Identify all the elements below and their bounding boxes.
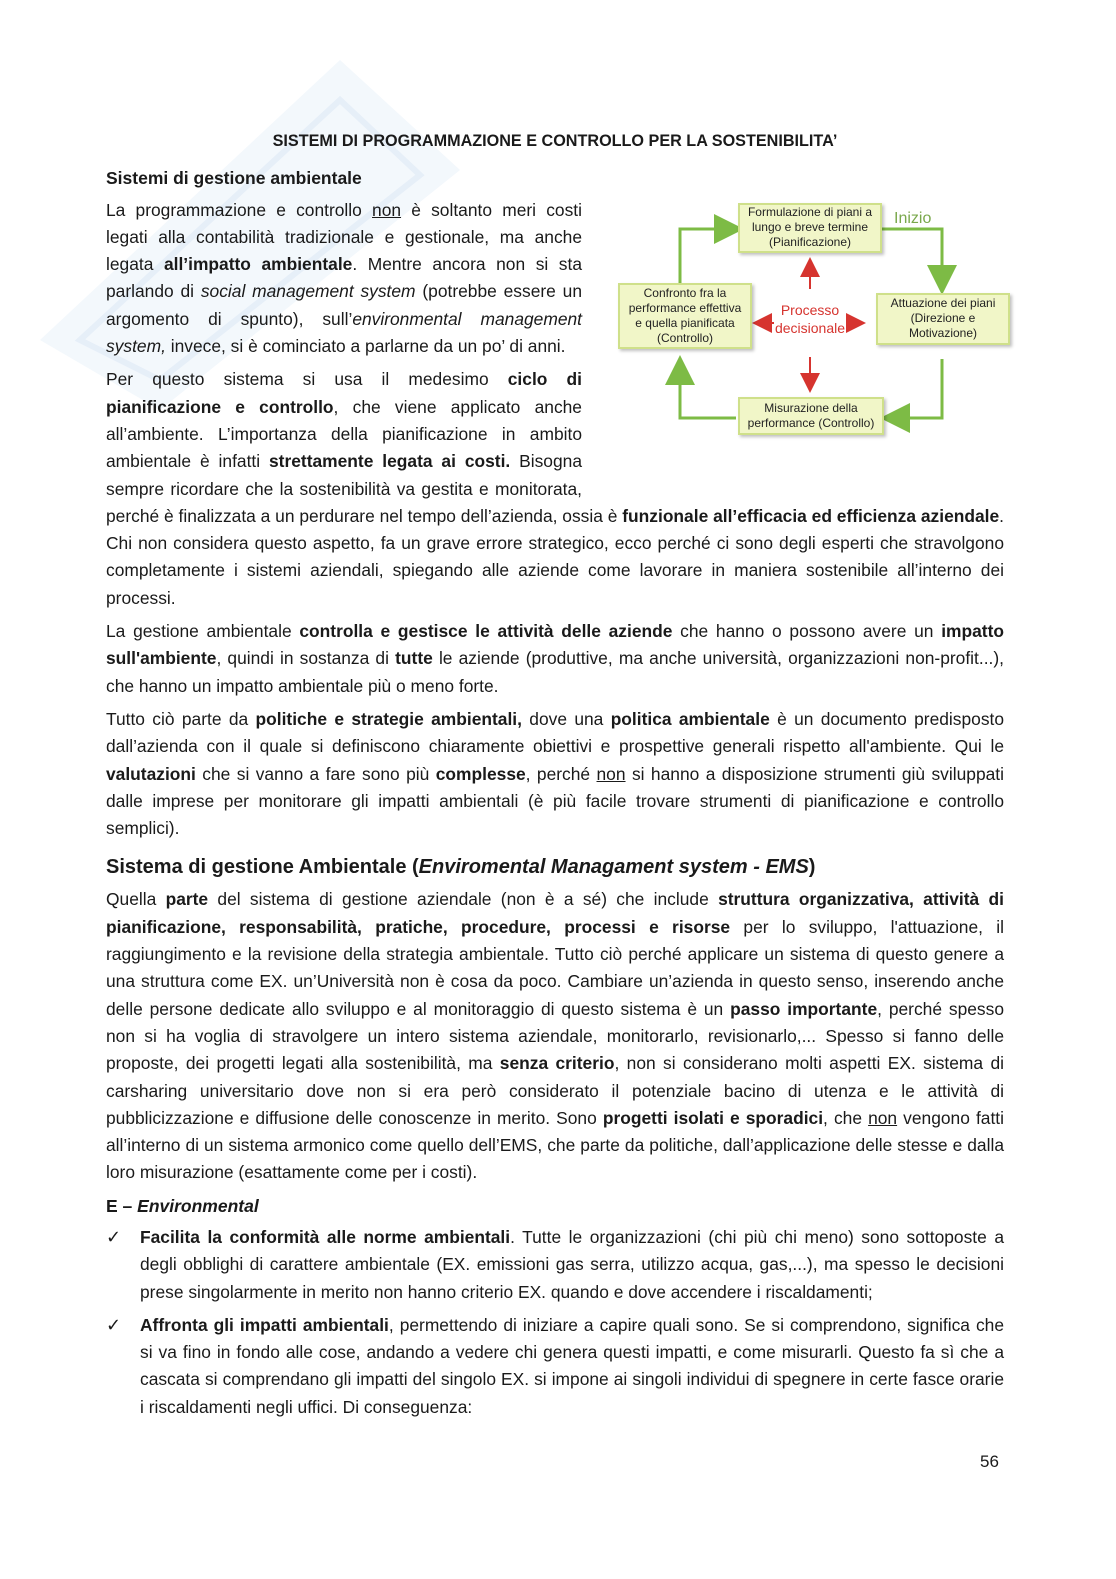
diagram-box-execution: Attuazione dei piani (Direzione e Motivazione) — [876, 293, 1010, 345]
paragraph-intro: La programmazione e controllo non è soltanto meri costi legati alla contabilità tradizionale e gestionale, ma anche legata all’impatto ambientale. Mentre ancora non si sta parlando di social management system (potrebbe essere un argomento di spunto), sull’environmental management system, invece, si è cominciato a parlarne da un po’ di anni. — [106, 199, 583, 357]
environmental-list — [106, 1224, 1004, 1421]
ems-heading: Sistema di gestione Ambientale (Enviromental Managament system - EMS) — [106, 856, 816, 879]
page-title: SISTEMI DI PROGRAMMAZIONE E CONTROLLO PER LA SOSTENIBILITA’ — [272, 132, 838, 150]
paragraph-cycle: Per questo sistema si usa il medesimo ciclo di pianificazione e controllo, che viene applicato anche all’ambiente. L’importanza della pianificazione in ambito ambientale è infatti strettamente legata ai costi. Bisogna sempre ricordare che la sostenibilità va gestita e monitorata, perché è finalizzata a un perdurare nel tempo dell’azienda, ossia è funzionale all’efficacia ed efficienza aziendale. Chi non considera questo aspetto, fa un grave errore strategico, ecco perché ci sono degli esperti che stravolgono completamente i sistemi aziendali, spiegando alle aziende come lavorare in maniera sostenibile all’interno dei processi. — [106, 369, 1005, 608]
list-item: ✓ Affronta gli impatti ambientali, permettendo di iniziare a capire quali sono. Se si comprendono, significa che si va fino in fondo alle cose, andando a vedere chi genera questi impatti, e come misurarli. Questo fa sì che a cascata si comprendano gli impatti del singolo EX. si impone ai singoli individui di spegnere in certe fasce orarie i riscaldamenti negli uffici. Di conseguenza: — [106, 1312, 1004, 1421]
arrow-right-to-bottom — [886, 359, 942, 418]
diagram-box-measurement: Misurazione della performance (Controllo) — [738, 397, 884, 435]
arrow-top-to-right — [882, 229, 942, 289]
paragraph-ems: Quella parte del sistema di gestione aziendale (non è a sé) che include struttura organizzativa, attività di pianificazione, responsabilità, pratiche, procedure, processi e risorse per lo sviluppo, l'attuazione, il raggiungimento e la revisione della strategia ambientale. Tutto ciò perché applicare un sistema di questo genere a una struttura come EX. un’Università non è cosa da poco. Cambiare un’azienda in questo senso, inserendo anche delle persone dedicate allo sviluppo e al monitoraggio di questo sistema è un passo importante, perché spesso non si ha voglia di stravolgere un intero sistema aziendale, monitorarlo, revisionarlo,... Spesso si fanno delle proposte, dei progetti legati alla sostenibilità, ma senza criterio, non si considerano molti aspetti EX. sistema di carsharing universitario dove non si era però considerato il potenziale bacino di utenza e le attività di pubblicizzazione e diffusione delle conoscenze in merito. Sono progetti isolati e sporadici, che non vengono fatti all’interno di un sistema armonico come quello dell’EMS, che parte da politiche, dall’applicazione delle stesse e dalla loro misurazione (esattamente come per i costi). — [106, 889, 1004, 1183]
check-icon: ✓ — [106, 1314, 122, 1335]
diagram-center-label: Processo decisionale — [774, 301, 846, 336]
paragraph-policies: Tutto ciò parte da politiche e strategie ambientali, dove una politica ambientale è un documento predisposto dall’azienda con il quale si definiscono chiaramente obiettivi e prospettive generali rispetto all'ambiente. Qui le valutazioni che si vanno a fare sono più complesse, perché non si hanno a disposizione strumenti giù sviluppati dalle imprese per monitorare gli impatti ambientali (è più facile trovare strumenti di pianificazione e controllo semplici). — [106, 708, 1005, 839]
diagram-box-comparison: Confronto fra la performance effettiva e quella pianificata (Controllo) — [618, 283, 752, 349]
environmental-heading: E – Environmental — [106, 1195, 259, 1216]
planning-control-cycle-diagram — [610, 189, 1014, 479]
arrow-bottom-to-left — [680, 361, 736, 418]
arrow-left-to-top — [680, 229, 738, 289]
section-heading: Sistemi di gestione ambientale — [106, 168, 362, 189]
diagram-start-label: Inizio — [894, 209, 932, 227]
list-item: ✓ Facilita la conformità alle norme ambientali. Tutte le organizzazioni (chi più chi meno) sono sottoposte a degli obblighi di carattere ambientale (EX. emissioni gas serra, utilizzo acqua, gas,...), ma spesso le decisioni prese singolarmente in merito non hanno criterio EX. quando e dove accendere i riscaldamenti; — [106, 1224, 1004, 1306]
paragraph-management: La gestione ambientale controlla e gestisce le attività delle aziende che hanno o possono avere un impatto sull'ambiente, quindi in sostanza di tutte le aziende (produttive, ma anche università, organizzazioni non-profit...), che hanno un impatto ambientale più o meno forte. — [106, 621, 1004, 696]
document-page — [106, 128, 1004, 1427]
check-icon: ✓ — [106, 1226, 122, 1247]
page-number: 56 — [980, 1452, 999, 1471]
diagram-box-planning: Formulazione di piani a lungo e breve termine (Pianificazione) — [738, 203, 882, 253]
